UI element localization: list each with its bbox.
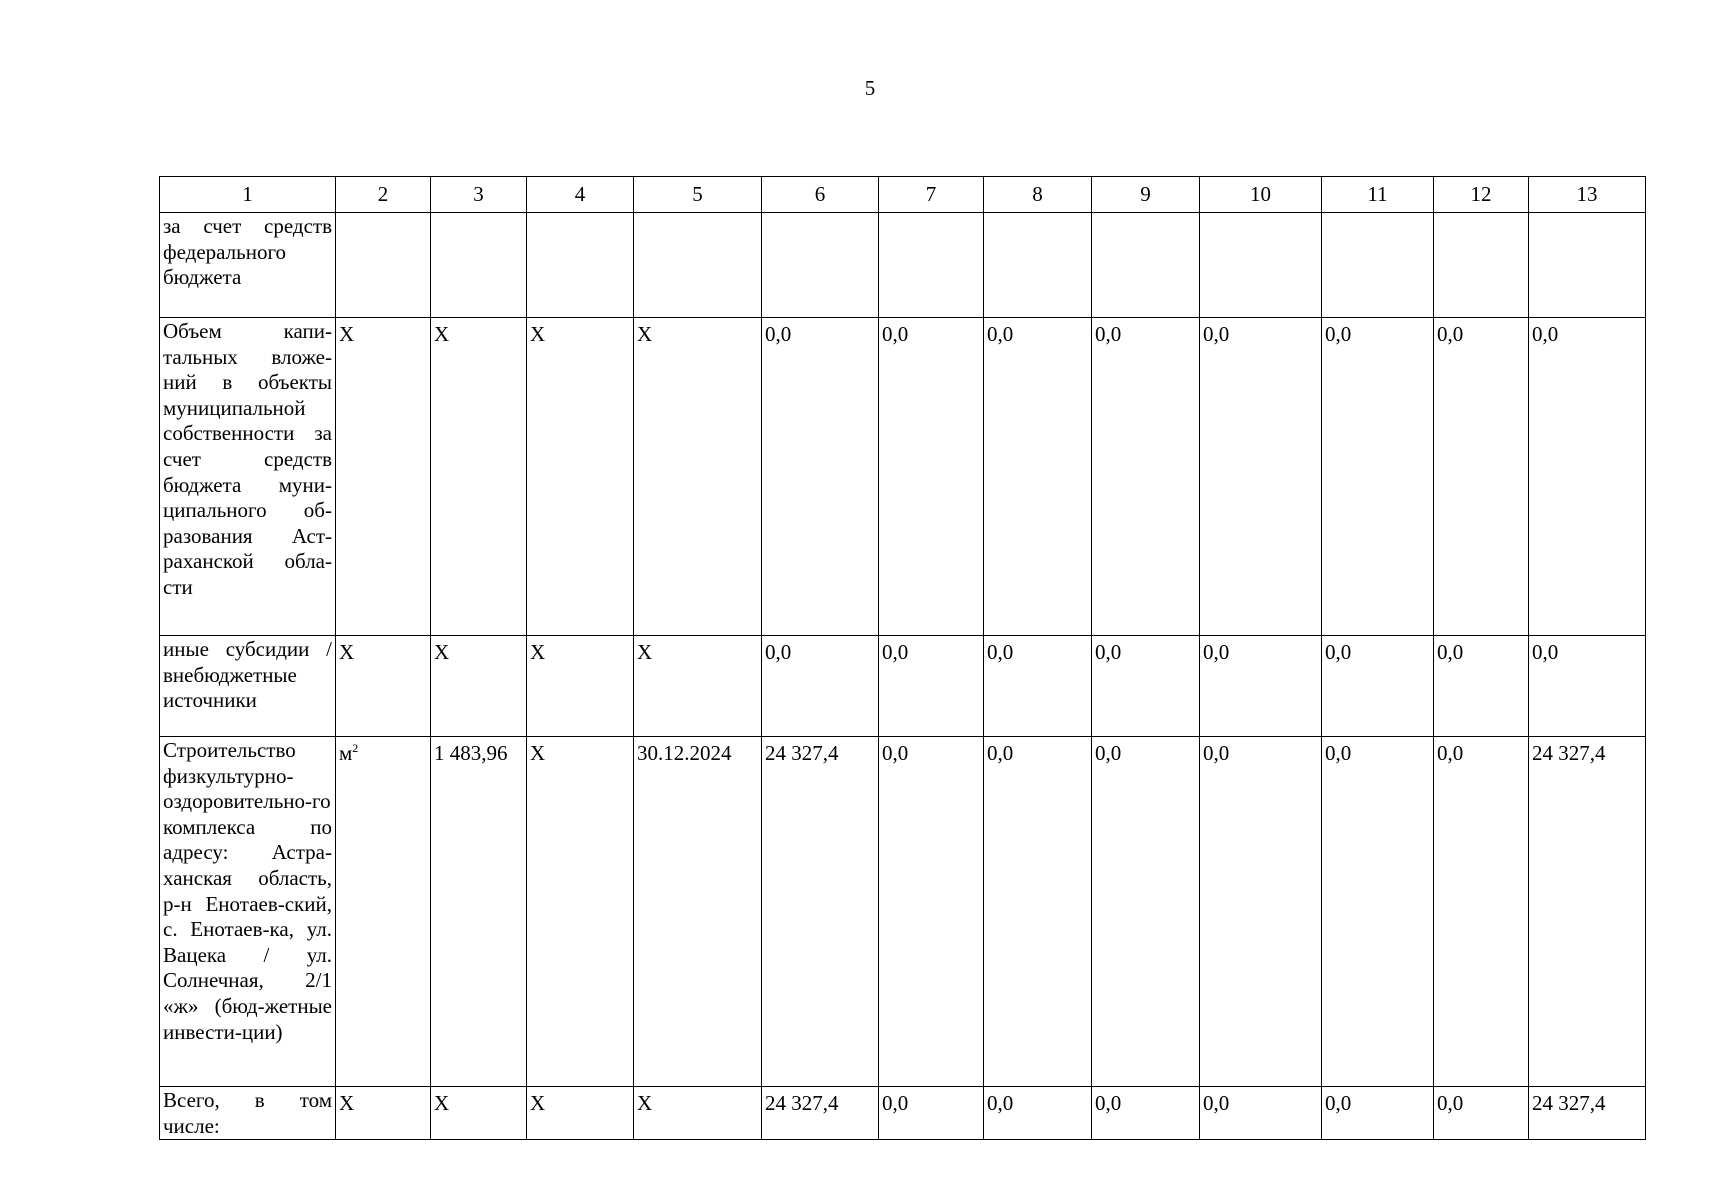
table-cell: 0,0 <box>879 1087 984 1140</box>
table-cell <box>527 213 634 318</box>
table-cell: X <box>336 318 431 636</box>
header-cell: 9 <box>1092 177 1200 213</box>
header-cell: 8 <box>984 177 1092 213</box>
row-label: Объем капи-тальных вложе-ний в объекты муниципальной собственности за счет средств бюджета муни-ципального об-разования Аст-раханской обла-сти <box>160 318 336 636</box>
table-cell: X <box>336 636 431 737</box>
table-cell: 0,0 <box>879 636 984 737</box>
unit-superscript: 2 <box>352 741 359 755</box>
unit-base: м <box>339 741 353 765</box>
table-row <box>160 318 1646 636</box>
table-row <box>160 1087 1646 1140</box>
table-cell: 0,0 <box>1529 636 1646 737</box>
table-cell: 0,0 <box>1434 1087 1529 1140</box>
table-cell: 24 327,4 <box>1529 737 1646 1087</box>
table-cell <box>1434 213 1529 318</box>
table-cell: 0,0 <box>1434 318 1529 636</box>
table-cell: X <box>527 1087 634 1140</box>
table-cell <box>1200 213 1322 318</box>
header-cell: 11 <box>1322 177 1434 213</box>
table-cell: 0,0 <box>1322 636 1434 737</box>
table-cell: 24 327,4 <box>762 1087 879 1140</box>
table-cell <box>336 213 431 318</box>
table-cell: 0,0 <box>984 1087 1092 1140</box>
table-cell: 24 327,4 <box>1529 1087 1646 1140</box>
table-cell: 30.12.2024 <box>634 737 762 1087</box>
table-cell <box>1322 213 1434 318</box>
table-cell: X <box>527 636 634 737</box>
header-cell: 5 <box>634 177 762 213</box>
header-cell: 1 <box>160 177 336 213</box>
table-cell: 0,0 <box>1092 318 1200 636</box>
table-cell: X <box>634 636 762 737</box>
table-cell <box>1529 213 1646 318</box>
table-row <box>160 213 1646 318</box>
header-cell: 10 <box>1200 177 1322 213</box>
table-cell: 0,0 <box>879 737 984 1087</box>
table-cell <box>1092 213 1200 318</box>
table-cell: 1 483,96 <box>431 737 527 1087</box>
header-cell: 3 <box>431 177 527 213</box>
table-cell: 0,0 <box>1322 318 1434 636</box>
header-cell: 6 <box>762 177 879 213</box>
row-label: иные субсидии / внебюджетные источники <box>160 636 336 737</box>
row-label: за счет средств федерального бюджета <box>160 213 336 318</box>
table-cell: 24 327,4 <box>762 737 879 1087</box>
table-cell <box>634 213 762 318</box>
table-cell: 0,0 <box>1322 1087 1434 1140</box>
table-cell: 0,0 <box>1529 318 1646 636</box>
table-cell <box>762 213 879 318</box>
table-cell: X <box>527 318 634 636</box>
table-cell: X <box>634 1087 762 1140</box>
header-cell: 7 <box>879 177 984 213</box>
table-cell: 0,0 <box>762 318 879 636</box>
header-cell: 12 <box>1434 177 1529 213</box>
table-cell: 0,0 <box>1200 636 1322 737</box>
table-cell: 0,0 <box>984 636 1092 737</box>
table-cell <box>431 213 527 318</box>
table-cell: 0,0 <box>984 737 1092 1087</box>
table-row <box>160 737 1646 1087</box>
table-cell: 0,0 <box>762 636 879 737</box>
budget-table <box>159 176 1646 1140</box>
table-cell: X <box>336 1087 431 1140</box>
table-cell <box>879 213 984 318</box>
table-cell: 0,0 <box>1092 636 1200 737</box>
row-label: Строительство физкультурно-оздоровительно-го комплекса по адресу: Астра-ханская область, р-н Енотаев-ский, с. Енотаев-ка, ул. Вацека / ул. Солнечная, 2/1 «ж» (бюд-жетные инвести-ции) <box>160 737 336 1087</box>
table-cell: 0,0 <box>1092 737 1200 1087</box>
table-cell: 0,0 <box>1200 737 1322 1087</box>
header-cell: 4 <box>527 177 634 213</box>
unit-cell <box>336 737 431 1087</box>
page-number: 5 <box>864 76 876 100</box>
table-cell: 0,0 <box>984 318 1092 636</box>
table-cell: 0,0 <box>1200 318 1322 636</box>
table-cell: 0,0 <box>1434 636 1529 737</box>
table-cell: 0,0 <box>1200 1087 1322 1140</box>
table-cell: 0,0 <box>1092 1087 1200 1140</box>
header-cell: 13 <box>1529 177 1646 213</box>
table-cell: X <box>634 318 762 636</box>
table-cell: X <box>431 318 527 636</box>
header-row <box>160 177 1646 213</box>
table-cell: 0,0 <box>879 318 984 636</box>
table-cell: 0,0 <box>1322 737 1434 1087</box>
row-label: Всего, в том числе: <box>160 1087 336 1140</box>
table-cell: X <box>431 1087 527 1140</box>
table-row <box>160 636 1646 737</box>
header-cell: 2 <box>336 177 431 213</box>
table-cell <box>984 213 1092 318</box>
table-cell: X <box>527 737 634 1087</box>
table-cell: 0,0 <box>1434 737 1529 1087</box>
table-cell: X <box>431 636 527 737</box>
